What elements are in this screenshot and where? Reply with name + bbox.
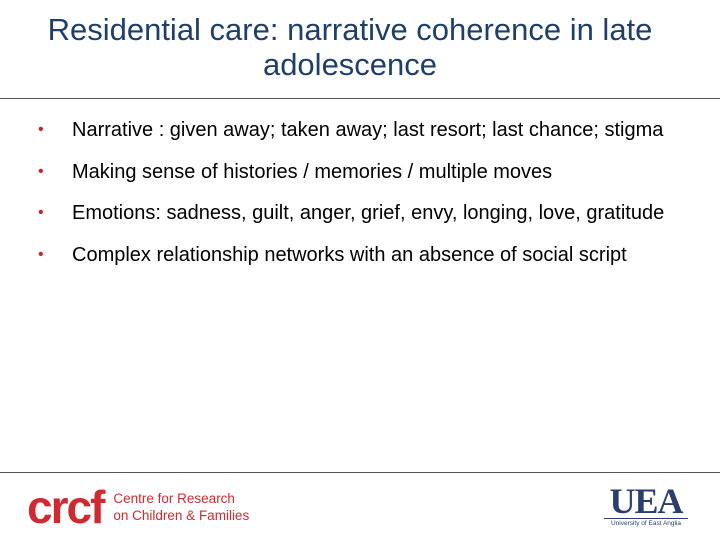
- title-divider: [0, 98, 720, 99]
- uea-logo-mark: UEA: [609, 481, 683, 521]
- bullet-marker-icon: •: [38, 162, 44, 180]
- uea-logo-subtitle: University of East Anglia: [604, 518, 688, 528]
- bullet-text: Emotions: sadness, guilt, anger, grief, envy, longing, love, gratitude: [72, 202, 665, 224]
- bullet-text: Making sense of histories / memories / multiple moves: [72, 160, 553, 183]
- crcf-logo-text: [113, 490, 249, 524]
- bullet-marker-icon: •: [38, 245, 44, 263]
- footer-divider: [0, 472, 720, 473]
- bullet-marker-icon: •: [38, 204, 44, 221]
- crcf-logo-line2: on Children & Families: [113, 508, 250, 523]
- uea-logo: [604, 481, 688, 528]
- bullet-text: Complex relationship networks with an absence of social script: [72, 243, 627, 266]
- bullet-text: Narrative : given away; taken away; last resort; last chance; stigma: [72, 119, 664, 141]
- bullet-item: [30, 199, 700, 228]
- bullet-list: [30, 116, 700, 282]
- crcf-logo-line1: Centre for Research: [113, 491, 235, 506]
- bullet-marker-icon: •: [38, 121, 44, 138]
- bullet-item: [30, 158, 700, 187]
- slide-title: Residential care: narrative coherence in late adolescence: [47, 12, 653, 82]
- bullet-item: [30, 241, 700, 270]
- bullet-item: [30, 116, 700, 145]
- crcf-logo-mark: crcf: [27, 481, 104, 533]
- crcf-logo: [27, 483, 249, 531]
